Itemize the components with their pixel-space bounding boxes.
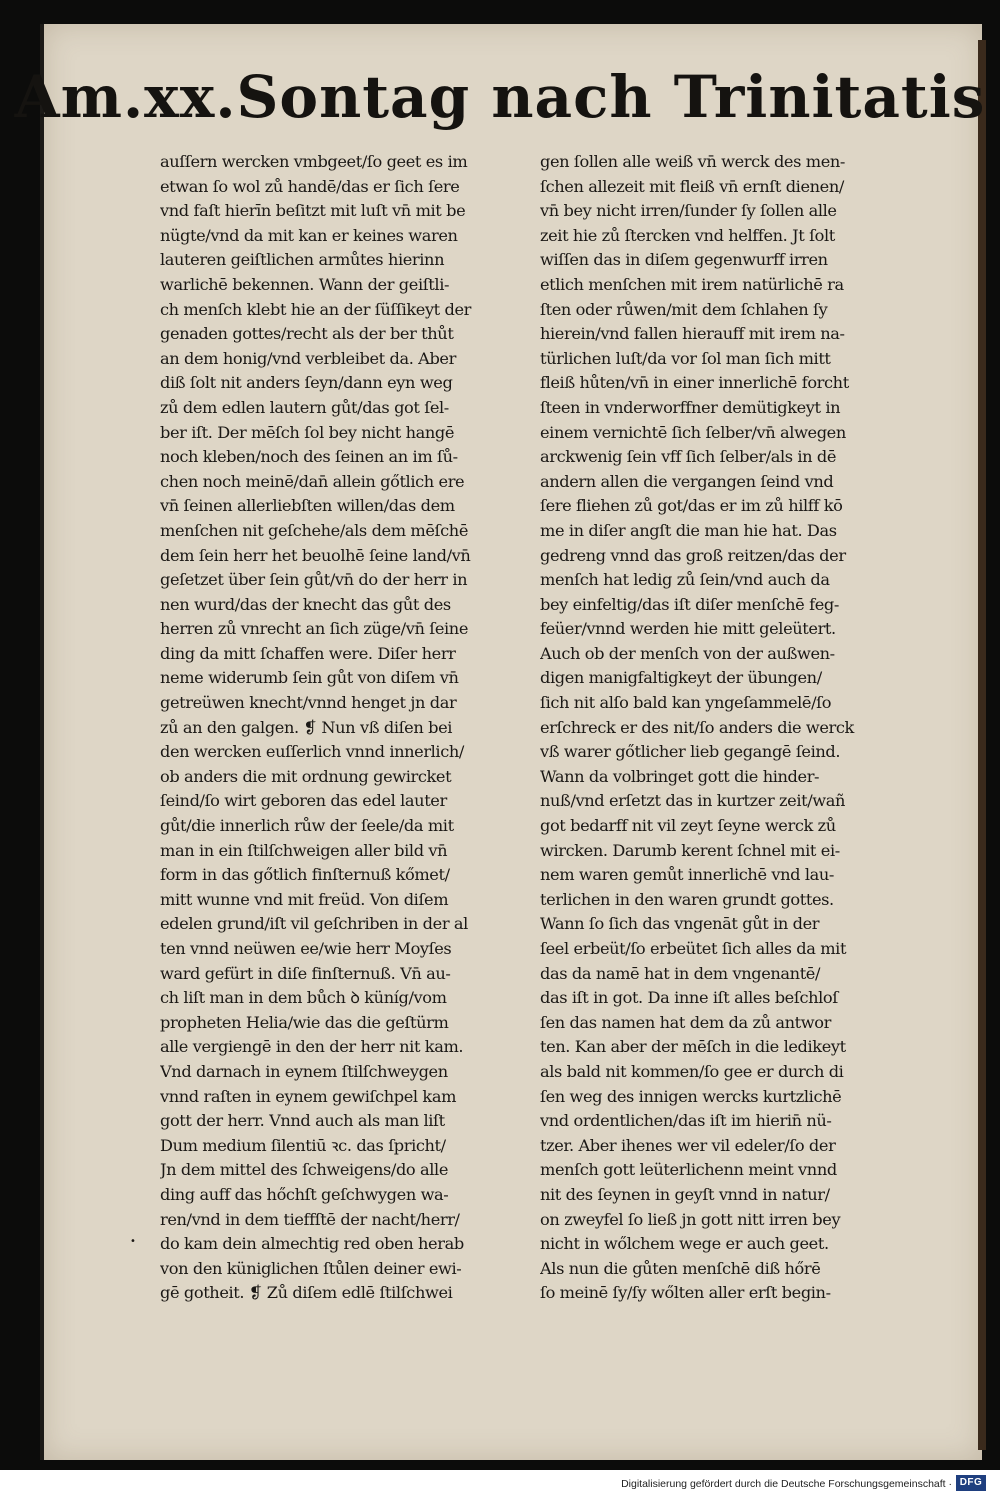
text-line: das da namē hat in dem vngenantē/ — [540, 963, 821, 983]
text-line: andern allen die vergangen ſeind vnd — [540, 471, 834, 491]
text-line: warlichē bekennen. Wann der geiſtli- — [160, 274, 450, 294]
text-line: form in das gőtlich finſternuß kőmet/ — [160, 865, 450, 885]
text-line: als bald nit kommen/ſo gee er durch di — [540, 1061, 844, 1081]
text-line: dem ſein herr het beuolhē ſeine land/vn̄ — [160, 545, 471, 565]
text-line: me in diſer angſt die man hie hat. Das — [540, 520, 837, 540]
text-line: ſeel erbeüt/ſo erbeütet ſich alles da mit — [540, 939, 847, 958]
text-line: on zweyfel ſo ließ jn gott nitt irren bey — [540, 1209, 841, 1229]
text-line: nem waren gemůt innerlichē vnd lau- — [540, 865, 834, 885]
text-line: ten vnnd neüwen ee/wie herr Moyſes — [160, 939, 452, 958]
page-fore-edge — [978, 40, 986, 1450]
text-line: ch menſch klebt hie an der ſüſſikeyt der — [160, 299, 472, 319]
text-line: das iſt in got. Da inne iſt alles beſchloſ — [540, 988, 838, 1008]
text-line: ding auff das hőchſt geſchwygen wa- — [160, 1184, 449, 1204]
text-line: diß ſolt nit anders ſeyn/dann eyn weg — [160, 373, 453, 393]
text-line: digen manigfaltigkeyt der übungen/ — [540, 668, 822, 688]
text-line: ſten oder růwen/mit dem ſchlahen ſy — [540, 299, 828, 319]
text-line: wircken. Darumb kerent ſchnel mit ei- — [540, 840, 840, 860]
text-line: vnnd raſten in eynem gewiſchpel kam — [160, 1086, 457, 1106]
text-line: ſen das namen hat dem da zů antwor — [540, 1012, 831, 1032]
text-line: etlich menſchen mit irem natürlichē ra — [540, 274, 844, 294]
right-text-column — [540, 150, 932, 1306]
text-line: tzer. Aber ihenes wer vil edeler/ſo der — [540, 1135, 836, 1155]
text-line: got bedarff nit vil zeyt ſeyne werck zů — [540, 816, 836, 836]
text-line: nicht in wőlchem wege er auch geet. — [540, 1234, 829, 1254]
margin-mark: • — [130, 1236, 136, 1247]
text-line: ward gefürt in diſe finſternuß. Vn̄ au- — [160, 963, 451, 983]
text-line: herren zů vnrecht an ſich züge/vn̄ ſeine — [160, 619, 469, 639]
text-line: einem vernichtē ſich ſelber/vn̄ alwegen — [540, 422, 846, 442]
text-line: zeit hie zů ſtercken vnd helffen. Jt ſolt — [540, 225, 835, 245]
text-line: auſſern wercken vmbgeet/ſo geet es im — [160, 152, 468, 171]
text-line: propheten Helia/wie das die geſtürm — [160, 1012, 449, 1032]
running-head: Am.xx.Sontag nach Trinitatis — [14, 63, 986, 131]
text-line: arckwenig ſein vff ſich ſelber/als in dē — [540, 447, 837, 467]
text-line: vn̄ bey nicht irren/ſunder ſy ſollen alle — [540, 201, 837, 221]
text-line: gott der herr. Vnnd auch als man liſt — [160, 1111, 445, 1131]
text-line: an dem honig/vnd verbleibet da. Aber — [160, 348, 456, 368]
text-line: gē gotheit. ❡ Zů diſem edlē ſtilſchwei — [160, 1283, 453, 1303]
text-line: erſchreck er des nit/ſo anders die werck — [540, 717, 854, 737]
text-line: fleiß hůten/vn̄ in einer innerlichē forcht — [540, 373, 849, 393]
text-line: zů an den galgen. ❡ Nun vß diſen bei — [160, 717, 453, 737]
text-line: chen noch meinē/dan̄ allein gőtlich ere — [160, 471, 465, 491]
text-line: ſteen in vnderworffner demütigkeyt in — [540, 397, 841, 417]
text-line: noch kleben/noch des ſeinen an im ſů- — [160, 447, 458, 467]
text-line: ſeind/ſo wirt geboren das edel lauter — [160, 791, 447, 811]
text-line: ſo meinē ſy/ſy wőlten aller erſt begin- — [540, 1283, 831, 1303]
text-line: Jn dem mittel des ſchweigens/do alle — [160, 1160, 448, 1180]
text-line: ſere fliehen zů got/das er im zů hilff kō — [540, 496, 843, 516]
text-line: vnd faſt hierīn beſitzt mit luſt vn̄ mit be — [160, 201, 466, 221]
text-line: ren/vnd in dem tieffſtē der nacht/herr/ — [160, 1209, 460, 1229]
text-line: genaden gottes/recht als der ber thůt — [160, 324, 454, 344]
text-line: nuß/vnd erſetzt das in kurtzer zeit/wañ — [540, 791, 846, 811]
text-line: gedreng vnnd das groß reitzen/das der — [540, 545, 846, 565]
text-line: getreüwen knecht/vnnd henget jn dar — [160, 693, 457, 713]
text-line: ten. Kan aber der mēſch in die ledikeyt — [540, 1037, 846, 1057]
text-line: bey einfeltig/das iſt diſer menſchē feg- — [540, 594, 839, 614]
text-line: alle vergiengē in den der herr nit kam. — [160, 1037, 464, 1057]
left-text-column — [160, 150, 552, 1306]
text-line: ding da mitt ſchaffen were. Diſer herr — [160, 643, 456, 663]
text-line: vnd ordentlichen/das iſt im hierin̄ nü- — [540, 1111, 832, 1131]
text-line: den wercken euſſerlich vnnd innerlich/ — [160, 742, 464, 762]
text-line: mitt wunne vnd mit freüd. Von diſem — [160, 889, 449, 909]
text-line: nügte/vnd da mit kan er keines waren — [160, 225, 458, 245]
text-line: menſchen nit geſchehe/als dem mēſchē — [160, 520, 469, 540]
funding-credit: Digitalisierung gefördert durch die Deutsche Forschungsgemeinschaft · — [621, 1478, 952, 1490]
text-line: türlichen luſt/da vor ſol man ſich mitt — [540, 348, 831, 368]
text-line: man in ein ſtilſchweigen aller bild vn̄ — [160, 840, 448, 860]
text-line: Wann ſo ſich das vngenāt gůt in der — [540, 914, 820, 934]
text-line: vn̄ ſeinen allerliebſten willen/das dem — [160, 496, 455, 516]
text-line: Dum medium ſilentiū ꝛc. das ſpricht/ — [160, 1135, 446, 1155]
text-line: wiſſen das in diſem gegenwurff irren — [540, 250, 828, 270]
text-line: zů dem edlen lautern gůt/das got ſel- — [160, 397, 449, 417]
text-line: neme widerumb ſein gůt von diſem vn̄ — [160, 668, 459, 688]
text-line: terlichen in den waren grundt gottes. — [540, 889, 834, 909]
text-line: do kam dein almechtig red oben herab — [160, 1234, 464, 1254]
text-line: Als nun die gůten menſchē diß hőrē — [540, 1258, 821, 1278]
text-line: feüer/vnnd werden hie mitt geleütert. — [540, 619, 836, 639]
text-line: gen ſollen alle weiß vn̄ werck des men- — [540, 152, 845, 171]
text-line: ſich nit alſo bald kan yngeſammelē/ſo — [540, 693, 832, 713]
text-line: menſch hat ledig zů ſein/vnd auch da — [540, 570, 830, 590]
text-line: etwan ſo wol zů handē/das er ſich ſere — [160, 176, 460, 196]
text-line: Vnd darnach in eynem ſtilſchweygen — [160, 1061, 448, 1081]
text-line: nit des ſeynen in geyſt vnnd in natur/ — [540, 1184, 830, 1204]
text-line: geſetzet über ſein gůt/vn̄ do der herr in — [160, 570, 468, 590]
text-line: vß warer gőtlicher lieb gegangē ſeind. — [540, 742, 841, 762]
text-line: ch liſt man in dem bůch ꝺ küníg/vom — [160, 988, 447, 1008]
text-line: gůt/die innerlich růw der ſeele/da mit — [160, 816, 454, 836]
text-line: ob anders die mit ordnung gewircket — [160, 766, 452, 786]
text-line: von den küniglichen ſtůlen deiner ewi- — [160, 1258, 462, 1278]
text-line: Wann da volbringet gott die hinder- — [540, 766, 820, 786]
text-line: lauteren geiſtlichen armůtes hierinn — [160, 250, 445, 270]
text-line: ſchen allezeit mit fleiß vn̄ ernſt dienen/ — [540, 176, 844, 196]
text-line: Auch ob der menſch von der außwen- — [540, 643, 835, 663]
text-line: menſch gott leüterlichenn meint vnnd — [540, 1160, 837, 1180]
text-line: ſen weg des innigen wercks kurtzlichē — [540, 1086, 842, 1106]
text-line: edelen grund/iſt vil geſchriben in der al — [160, 914, 468, 934]
dfg-logo: DFG — [956, 1475, 986, 1491]
text-line: ber iſt. Der mēſch ſol bey nicht hangē — [160, 422, 455, 442]
text-line: nen wurd/das der knecht das gůt des — [160, 594, 451, 614]
text-line: hierein/vnd fallen hierauff mit irem na- — [540, 324, 845, 344]
